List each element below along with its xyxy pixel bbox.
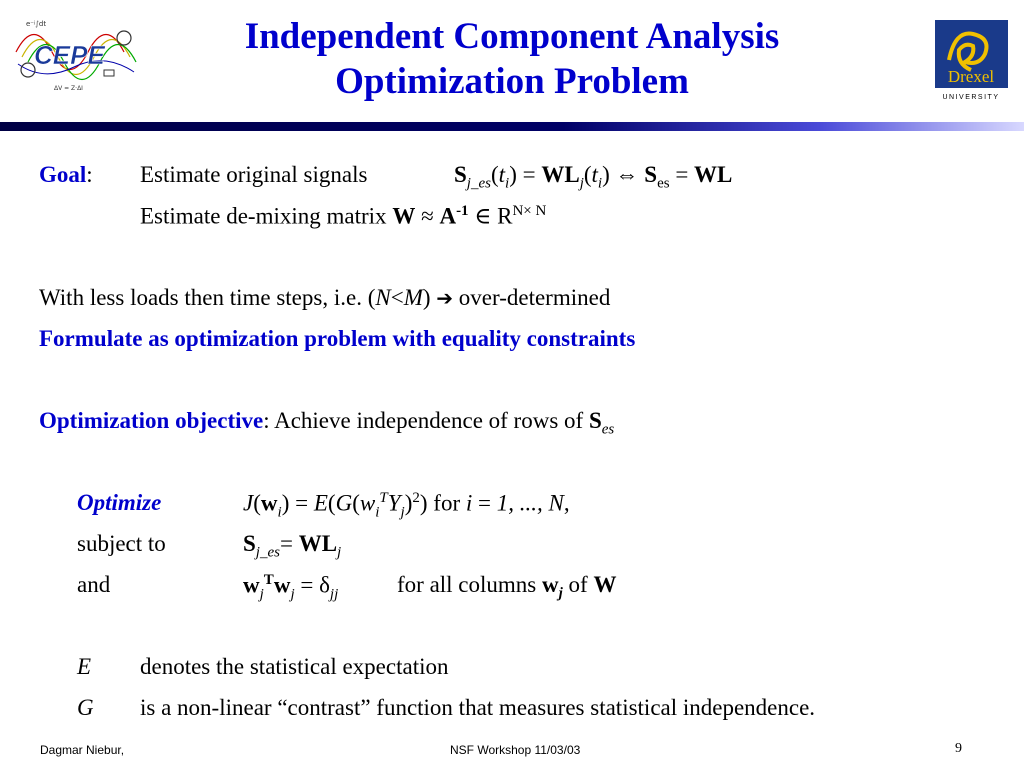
and-formula: $w_j^Tw_j = \delta_{jj}$	[243, 572, 339, 603]
right-arrow-icon: ➔	[436, 286, 454, 310]
page-title	[200, 14, 824, 104]
optimize-label: Optimize	[77, 490, 162, 515]
less-loads-line: With less loads then time steps, i.e. (N<M) ➔ over-determined	[39, 285, 611, 310]
drexel-logo	[935, 20, 1008, 103]
e-symbol: E	[77, 654, 92, 679]
drexel-logo-sub: UNIVERSITY	[942, 94, 1000, 101]
objective-label: Optimization objective	[39, 408, 264, 433]
formulate-line: Formulate as optimization problem with equality constraints	[39, 326, 636, 351]
cepe-logo-text: CEPE	[34, 40, 105, 70]
cepe-logo	[14, 12, 140, 94]
header-rule	[0, 122, 1024, 131]
svg-text:e⁻ʲ∫dt: e⁻ʲ∫dt	[26, 20, 47, 28]
subject-to-label: subject to	[77, 531, 166, 556]
footer-author: Dagmar Niebur,	[40, 743, 125, 757]
title-line-1: Independent Component Analysis	[244, 16, 780, 57]
goal-label-row: Goal:	[39, 162, 93, 187]
goal-label: Goal	[39, 162, 87, 187]
optimize-formula: $J(w_i) = E(G(w_i^TY_j)^2)$ for i = 1, ..., N,	[243, 490, 570, 521]
title-line-2: Optimization Problem	[335, 61, 689, 102]
page-number: 9	[955, 741, 962, 756]
and-label: and	[77, 572, 111, 597]
drexel-logo-text: Drexel	[947, 67, 995, 86]
goal-formula-1: $S_{j\_es}(t_i) = WL_j(t_i)$ ⇔ $S_{es}$ = WL	[454, 162, 733, 192]
objective-line: Optimization objective: Achieve independence of rows of $S_{es}$	[39, 408, 615, 438]
g-definition: is a non-linear “contrast” function that measures statistical independence.	[140, 695, 816, 720]
and-text: for all columns $w_j$ of W	[397, 572, 617, 602]
footer-event: NSF Workshop 11/03/03	[450, 743, 581, 757]
subject-to-formula: $S_{j\_es}= WL_j$	[243, 531, 342, 561]
e-definition: denotes the statistical expectation	[140, 654, 449, 679]
goal-line-2-text: Estimate de-mixing matrix	[140, 203, 387, 229]
goal-line-1	[140, 162, 367, 188]
goal-line-1-text: Estimate original signals	[140, 162, 368, 187]
svg-text:ΔV = Z·ΔI: ΔV = Z·ΔI	[54, 85, 83, 92]
g-symbol: G	[77, 695, 94, 720]
goal-line-2: Estimate de-mixing matrix $W \approx A^{-1}$ ∈ $R^{N\times N}$	[140, 203, 547, 229]
